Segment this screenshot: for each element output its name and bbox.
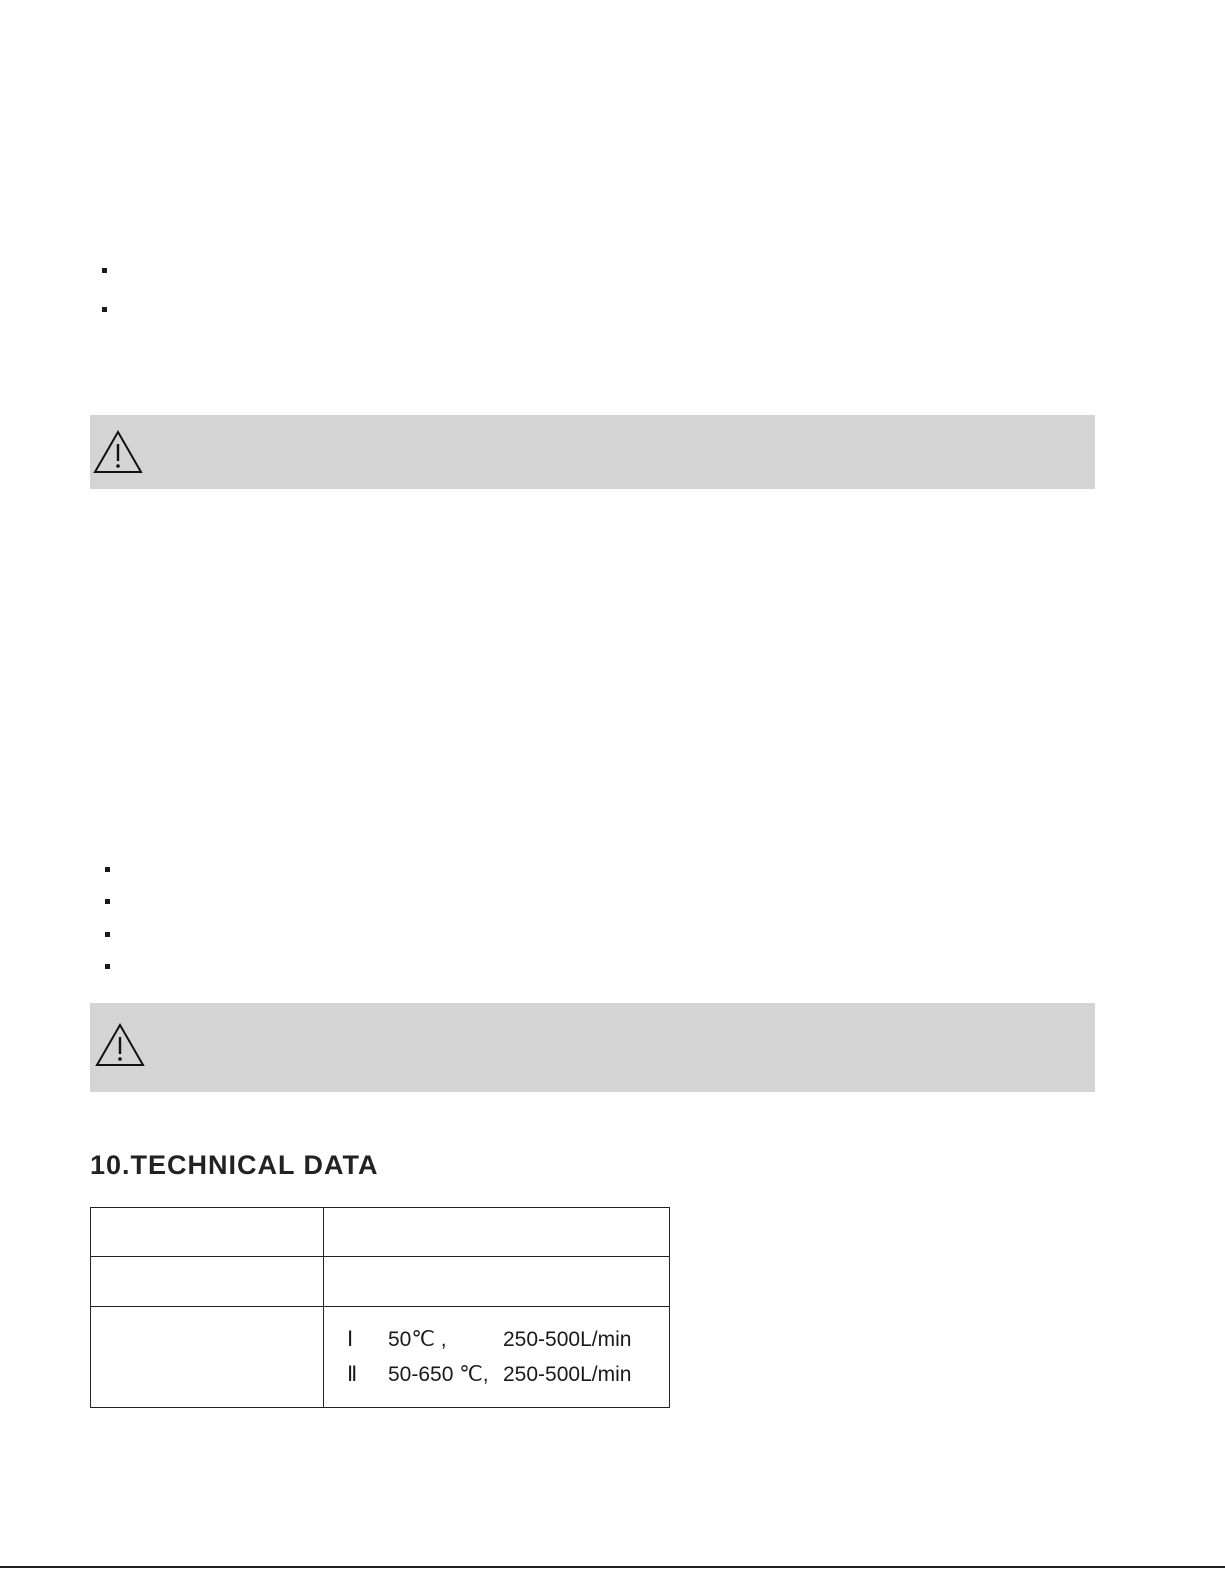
table-cell: [91, 1307, 324, 1408]
table-cell: [91, 1208, 324, 1257]
table-cell: [324, 1257, 670, 1307]
warning-triangle-icon: [95, 1023, 145, 1067]
warning-box: [90, 1003, 1095, 1092]
section-title: 10.TECHNICAL DATA: [90, 1150, 379, 1180]
bullet-marker: [105, 964, 110, 969]
table-row: [91, 1307, 670, 1408]
mode-line-2: [324, 1357, 669, 1392]
table-row: [91, 1208, 670, 1257]
warning-box: [90, 415, 1095, 489]
mode-numeral: Ⅱ: [347, 1362, 358, 1386]
bullet-marker: [105, 932, 110, 937]
table-cell: [91, 1257, 324, 1307]
mode-line-1: [324, 1322, 669, 1357]
mode-temperature: 50-650 ℃,: [388, 1363, 489, 1386]
table-row: [91, 1257, 670, 1307]
bullet-marker: [105, 899, 110, 904]
mode-cell: [324, 1307, 670, 1408]
page-bottom-rule: [0, 1566, 1225, 1568]
technical-data-table: [90, 1207, 670, 1408]
table-cell: [324, 1208, 670, 1257]
bullet-marker: [102, 268, 107, 273]
mode-numeral: Ⅰ: [347, 1327, 354, 1351]
warning-triangle-icon: [93, 430, 143, 474]
bullet-marker: [105, 867, 110, 872]
mode-airflow: 250-500L/min: [503, 1363, 632, 1386]
mode-temperature: 50℃ ,: [388, 1328, 447, 1351]
bullet-marker: [102, 307, 107, 312]
mode-airflow: 250-500L/min: [503, 1328, 632, 1351]
